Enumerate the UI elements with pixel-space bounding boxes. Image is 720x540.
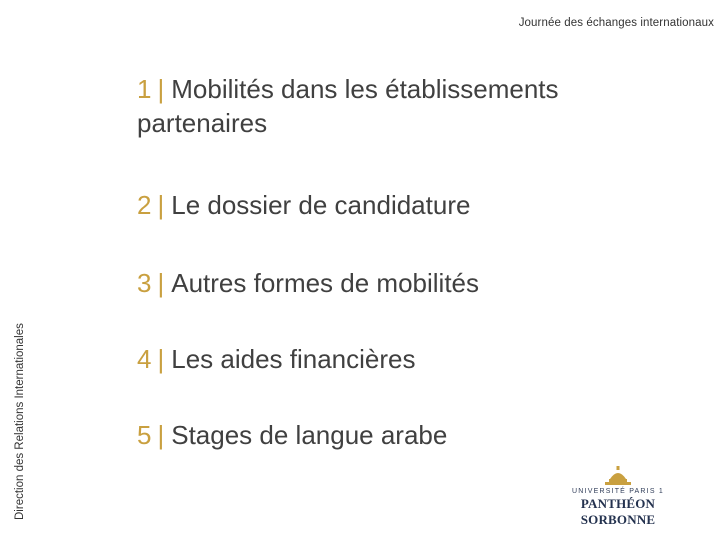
logo-university-line: UNIVERSITÉ PARIS 1 [572, 488, 664, 495]
agenda-text-continued: partenaires [137, 108, 268, 138]
agenda-text: Le dossier de candidature [171, 190, 471, 220]
agenda-separator: | [157, 190, 165, 220]
dome-icon [548, 466, 688, 490]
agenda-item-3 [137, 266, 479, 300]
agenda-separator: | [157, 420, 165, 450]
agenda-text: Autres formes de mobilités [171, 268, 480, 298]
logo-name-line: PANTHÉON SORBONNE [580, 496, 656, 527]
sidebar-vertical-label: Direction des Relations Internationales [14, 323, 26, 520]
agenda-separator: | [157, 74, 165, 104]
agenda-item-5 [137, 418, 447, 452]
agenda-number: 5 [137, 420, 152, 450]
agenda-item-2 [137, 188, 470, 222]
agenda-text: Stages de langue arabe [171, 420, 448, 450]
agenda-number: 2 [137, 190, 152, 220]
agenda-item-1 [137, 72, 559, 140]
agenda-number: 4 [137, 344, 152, 374]
agenda-number: 3 [137, 268, 152, 298]
agenda-separator: | [157, 268, 165, 298]
header-title: Journée des échanges internationaux [518, 17, 714, 29]
agenda-number: 1 [137, 74, 152, 104]
agenda-item-4 [137, 342, 416, 376]
university-logo [548, 466, 688, 527]
agenda-text: Les aides financières [171, 344, 416, 374]
agenda-text: Mobilités dans les établissements [171, 74, 559, 104]
agenda-separator: | [157, 344, 165, 374]
